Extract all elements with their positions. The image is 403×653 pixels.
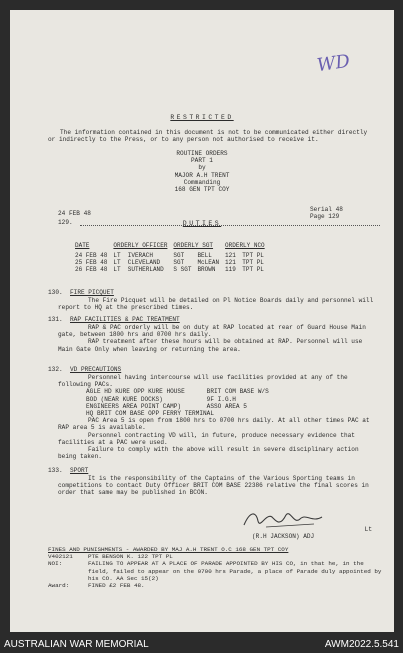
handwritten-initials: WD [315,50,352,77]
order-date: 24 FEB 48 [58,210,91,217]
classification-heading: RESTRICTED [170,114,234,121]
fines-row-text: FINED £2 FEB 48. [88,582,145,590]
page-number: 129. [58,219,73,226]
table-cell: SUTHERLAND [127,266,164,273]
fines-row-text: FAILING TO APPEAR AT A PLACE OF PARADE APPOINTED BY HIS CO, in that he, in the field, failed to appear on the 0700 hrs Parade, a place of Parade duly appointed by his CO. AA Sec 15(2) [88,560,382,582]
orders-header-line: ROUTINE ORDERS [176,150,228,157]
orders-header-line: by [198,164,206,172]
section-heading: FIRE PICQUET [70,289,114,296]
document-page [10,10,394,632]
table-cell: LT [113,252,121,259]
section-heading: SPORT [70,467,89,474]
table-cell: BELL [197,252,212,259]
list-item: ENGINEERS AREA POINT CAMP) ASSO AREA 5 [86,402,247,410]
fines-row [48,553,388,560]
dotted-divider [80,225,380,226]
table-row [75,259,271,266]
section-number: 130. [48,289,63,296]
fines-row [48,560,388,582]
serial-label: Serial 48 [310,206,343,213]
col-orderly-sgt: ORDERLY SGT [173,242,214,249]
duties-heading: DUTIES [182,220,222,227]
section-heading: VD PRECAUTIONS [70,366,122,373]
section-number: 131. [48,316,63,323]
table-row [75,252,271,259]
table-cell: TPT PL [242,266,264,273]
table-cell: 121 [225,259,236,266]
section-number: 133. [48,467,63,474]
table-cell: S SGT [173,266,192,273]
fines-row-label: Award: [48,582,70,590]
table-cell: LT [113,259,121,266]
pac-list [58,388,376,417]
orders-header-line: MAJOR A.H TRENT [174,171,230,179]
table-cell: BROWN [197,266,216,273]
col-orderly-nco: ORDERLY NCO [225,242,265,249]
paragraph: Personnel having intercourse will use facilities provided at any of the following PACs. [58,374,348,389]
table-cell: 121 [225,252,236,259]
paragraph: It is the responsibility of the Captains of the Various Sporting teams in competitions to contact Duty Officer BRIT COM BASE 22386 relative the final scores in order that same may be published in BCON. [58,475,369,497]
section-heading: RAP FACILITIES & PAC TREATMENT [70,316,180,323]
table-cell: 24 FEB 48 [75,252,108,259]
table-cell: CLEVELAND [127,259,161,266]
intro-notice [48,129,378,143]
section-body [58,374,376,460]
table-cell: 119 [225,266,236,273]
table-cell: TPT PL [242,259,264,266]
paragraph: Personnel contracting VD will, in future, produce necessary evidence that facilities at a PAC were used. [58,431,355,446]
list-item: AGLE HD KURE OPP KURE HOUSE BRIT COM BASE W/S [86,388,269,396]
list-item: HQ BRIT COM BASE OPP FERRY TERMINAL [86,410,214,418]
list-item: BOD (NEAR KURE DOCKS) 9F I.G.H [86,395,236,403]
fines-row-label: NOI: [48,560,63,568]
fines-row-label: V402121 [48,553,73,561]
archive-id: AWM2022.5.541 [324,639,399,650]
table-cell: 25 FEB 48 [75,259,108,266]
orders-header-line: 168 GEN TPT COY [174,186,230,194]
duty-table-header [75,242,271,252]
table-cell: TPT PL [242,252,264,259]
fines-title: FINES AND PUNISHMENTS - AWARDED BY MAJ A.H TRENT O.C 168 GEN TPT COY [48,546,289,553]
table-cell: SGT [173,252,185,259]
page-label: Page 129 [310,213,340,221]
archive-footer [0,636,403,653]
col-orderly-officer: ORDERLY OFFICER [113,242,168,249]
paragraph: RAP treatment after these hours will be obtained at RAP. Personnel will use Main Gate Only when leaving or returning the area. [58,338,363,353]
orders-header-line: Commanding [183,178,221,186]
intro-text: The information contained in this document is not to be communicated either directly or indirectly to the Press, or to any person not authorised to receive it. [48,129,368,144]
section-number: 132. [48,366,63,373]
archive-name: AUSTRALIAN WAR MEMORIAL [4,639,149,650]
duty-table [75,242,271,273]
table-cell: McLEAN [197,259,220,266]
section-body [58,475,376,497]
orders-header [10,150,394,193]
fines-row [48,582,388,589]
section-body [58,297,376,311]
signatory-rank: Lt [364,526,372,533]
paragraph: RAP & PAC orderly will be on duty at RAP located at rear of Guard House Main gate, between 1800 hrs and 0700 hrs daily. [58,324,366,339]
table-cell: SGT [173,259,185,266]
section-body [58,324,376,353]
table-cell: 26 FEB 48 [75,266,108,273]
table-cell: IVERACH [127,252,153,259]
table-row [75,266,271,273]
signature-block [252,526,372,540]
paragraph: Failure to comply with the above will result in severe disciplinary action being taken. [58,446,359,461]
serial-block [310,206,343,220]
col-date: DATE [75,242,90,249]
fines-row-text: PTE BENSON K. 122 TPT PL [88,553,173,561]
fines-section [48,546,388,589]
paragraph: The Fire Picquet will be detailed on Pl Notice Boards daily and personnel will report to HQ at the prescribed times. [58,297,374,312]
orders-header-line: PART 1 [191,157,213,165]
paragraph: PAC Area 5 is open from 1800 hrs to 0700 hrs daily. At all other times PAC at RAP area 5 is available. [58,417,370,432]
signatory-name: (R.H JACKSON) ADJ [252,533,315,541]
table-cell: LT [113,266,121,273]
